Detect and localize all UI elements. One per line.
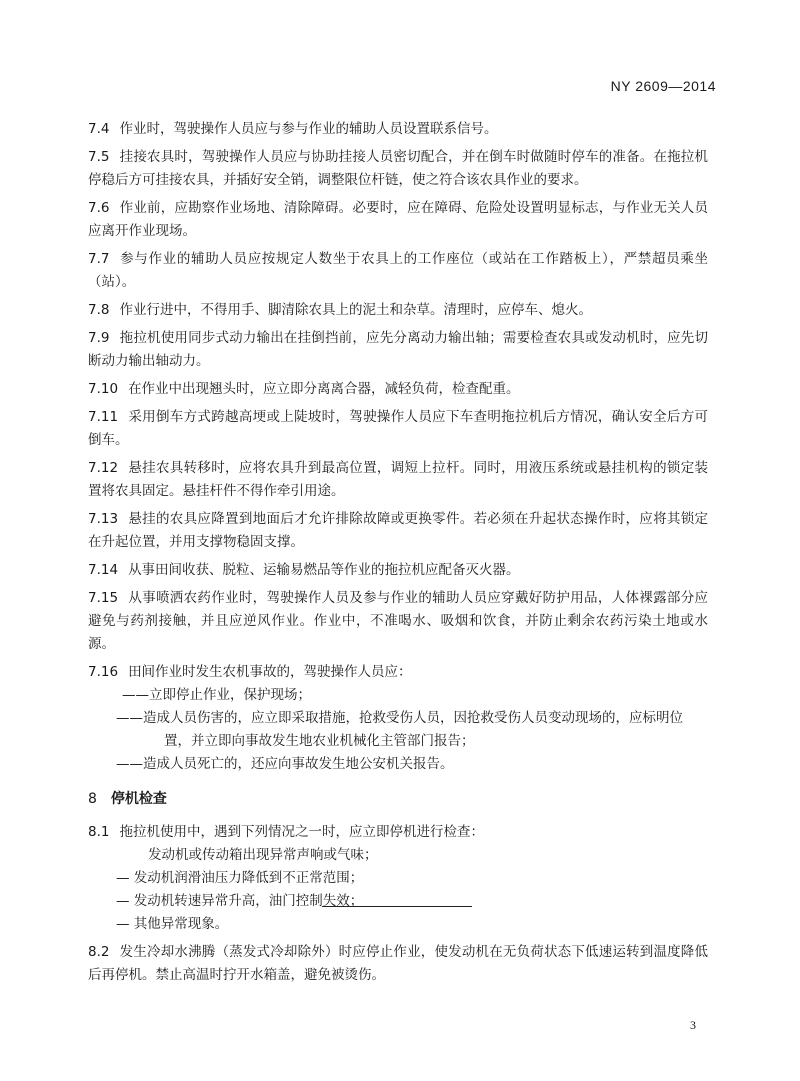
clause-text: 采用倒车方式跨越高埂或上陡坡时，驾驶操作人员应下车查明拖拉机后方情况，确认安全后方可倒车。 — [88, 409, 708, 448]
clause-7-5 — [88, 146, 708, 192]
list-item: ——立即停止作业，保护现场； — [122, 687, 311, 703]
clause-7-6 — [88, 197, 708, 243]
clause-number: 7.16 — [88, 664, 119, 680]
clause-text: 田间作业时发生农机事故的，驾驶操作人员应： — [128, 664, 412, 680]
clause-text: 从事田间收获、脱粒、运输易燃品等作业的拖拉机应配备灭火器。 — [128, 562, 520, 578]
clause-number: 7.9 — [88, 330, 110, 346]
clause-text: 作业行进中，不得用手、脚清除农具上的泥土和杂草。清理时，应停车、熄火。 — [119, 302, 592, 318]
clause-number: 7.11 — [88, 409, 119, 425]
clause-8-1 — [88, 821, 708, 844]
clause-text: 发生冷却水沸腾（蒸发式冷却除外）时应停止作业，使发动机在无负荷状态下低速运转到温度降低后再停机。禁止高温时拧开水箱盖，避免被烫伤。 — [88, 944, 708, 983]
clause-7-13 — [88, 508, 708, 554]
clause-text: 作业时，驾驶操作人员应与参与作业的辅助人员设置联系信号。 — [119, 121, 498, 137]
clause-8-1-list — [88, 844, 708, 936]
list-item: ——造成人员死亡的，还应向事故发生地公安机关报告。 — [116, 756, 454, 772]
section-heading-8 — [88, 788, 708, 811]
clause-number: 7.15 — [88, 590, 119, 606]
clause-text: 拖拉机使用中，遇到下列情况之一时，应立即停机进行检查： — [119, 824, 484, 840]
clause-number: 7.8 — [88, 302, 110, 318]
clause-7-4 — [88, 118, 708, 141]
clause-7-15 — [88, 587, 708, 656]
clause-number: 7.10 — [88, 381, 119, 397]
clause-7-11 — [88, 406, 708, 452]
list-item: — 发动机润滑油压力降低到不正常范围； — [116, 870, 364, 886]
list-item: — 发动机转速异常升高，油门控制失效； — [116, 893, 364, 909]
clause-number: 7.4 — [88, 121, 110, 137]
clause-number: 7.12 — [88, 460, 119, 476]
page-number: 3 — [690, 1018, 696, 1032]
clause-text: 悬挂的农具应降置到地面后才允许排除故障或更换零件。若必须在升起状态操作时，应将其锁定在升起位置，并用支撑物稳固支撑。 — [88, 511, 708, 550]
clause-text: 参与作业的辅助人员应按规定人数坐于农具上的工作座位（或站在工作踏板上），严禁超员乘坐（站）。 — [88, 251, 708, 290]
clause-7-14 — [88, 559, 708, 582]
clause-number: 7.7 — [88, 251, 110, 267]
clause-7-10 — [88, 378, 708, 401]
clause-number: 8.2 — [88, 944, 110, 960]
clause-text: 悬挂农具转移时，应将农具升到最高位置，调短上拉杆。同时，用液压系统或悬挂机构的锁定装置将农具固定。悬挂杆件不得作牵引用途。 — [88, 460, 708, 499]
end-of-document-rule — [322, 906, 472, 907]
clause-text: 拖拉机使用同步式动力输出在挂倒挡前，应先分离动力输出轴；需要检查农具或发动机时，应先切断动力输出轴动力。 — [88, 330, 708, 369]
clause-7-12 — [88, 457, 708, 503]
clause-8-2 — [88, 941, 708, 987]
clause-text: 从事喷洒农药作业时，驾驶操作人员及参与作业的辅助人员应穿戴好防护用品，人体裸露部分应避免与药剂接触，并且应逆风作业。作业中，不准喝水、吸烟和饮食，并防止剩余农药污染土地或水源。 — [88, 590, 708, 652]
standard-code: NY 2609—2014 — [610, 78, 716, 94]
list-item: 发动机或传动箱出现异常声响或气味； — [148, 847, 378, 863]
clause-text: 作业前，应勘察作业场地、清除障碍。必要时，应在障碍、危险处设置明显标志，与作业无关人员应离开作业现场。 — [88, 200, 708, 239]
clause-number: 7.5 — [88, 149, 110, 165]
document-body — [88, 118, 708, 992]
clause-number: 8.1 — [88, 824, 110, 840]
section-number: 8 — [88, 791, 97, 807]
clause-7-16 — [88, 661, 708, 684]
clause-7-9 — [88, 327, 708, 373]
clause-7-7 — [88, 248, 708, 294]
clause-7-8 — [88, 299, 708, 322]
clause-number: 7.6 — [88, 200, 110, 216]
clause-text: 挂接农具时，驾驶操作人员应与协助挂接人员密切配合，并在倒车时做随时停车的准备。在拖拉机停稳后方可挂接农具，并插好安全销，调整限位杆链，使之符合该农具作业的要求。 — [88, 149, 708, 188]
clause-number: 7.14 — [88, 562, 119, 578]
section-title: 停机检查 — [110, 791, 167, 807]
list-item: — 其他异常现象。 — [116, 916, 229, 932]
clause-7-16-list — [88, 684, 708, 776]
list-item: ——造成人员伤害的，应立即采取措施，抢救受伤人员，因抢救受伤人员变动现场的，应标明位置，并立即向事故发生地农业机械化主管部门报告； — [116, 710, 683, 749]
clause-number: 7.13 — [88, 511, 119, 527]
clause-text: 在作业中出现翘头时，应立即分离离合器，减轻负荷，检查配重。 — [128, 381, 520, 397]
